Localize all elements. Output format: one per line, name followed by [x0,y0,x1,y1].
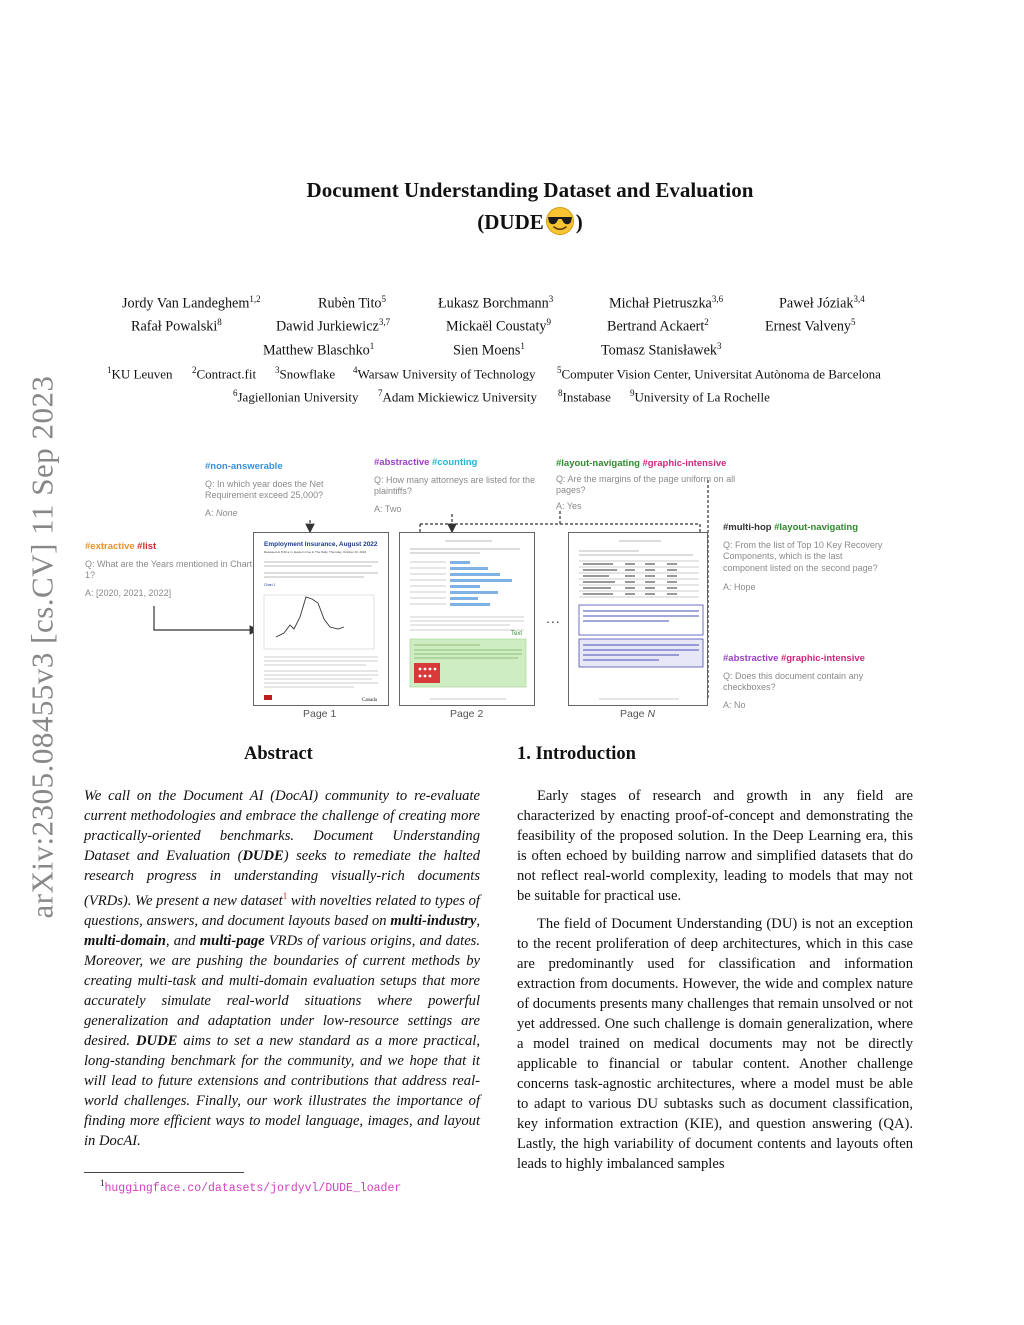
footnote: $^1$huggingface.co/datasets/jordyvl/DUDE_loader [100,1178,402,1195]
annotation-abstractive-counting: #abstractive #counting Q: How many attorneys are listed for the plaintiffs? A: Two [374,457,536,514]
pages-ellipsis: ... [546,610,561,626]
footnote-rule [84,1172,244,1173]
author-11: Matthew Blaschko$^1$ [263,341,375,359]
annotation-multihop: #multi-hop #layout-navigating Q: From the list of Top 10 Key Recovery Components, which is the last component listed on the second page? A: Hope [723,522,883,592]
annotation-abstractive-graphic: #abstractive #graphic-intensive Q: Does this document contain any checkboxes? A: No [723,653,865,710]
affiliation-3: $^3$Snowflake [275,365,336,382]
page2-content-sketch [400,533,535,706]
page1-footer-brand: Canada [362,698,377,703]
page1-subheading: Released at 8:30 a.m. Eastern time in The Daily, Thursday, October 20, 2022 [264,550,367,554]
page-label-1: Page 1 [303,708,337,720]
introduction-paragraph-2: The field of Document Understanding (DU) is not an exception to the recent proliferation of deep architectures, which in this case are predominantly used for classification and information extraction from documents. However, the wide and complex nature of documents presents many challenges that remain unsolved or not yet addressed. One such challenge is domain generalization, where a model trained on medical documents may not be directly applicable to financial or tabular content. Another challenge concerns task-agnostic architectures, where a model must be able to adapt to various DU subtasks such as document classification, key information extraction (KIE), and question answering (QA). Lastly, the high variability of document contents and layouts often leads to highly imbalanced samples [517,916,913,1172]
author-9: Bertrand Ackaert$^2$ [607,317,709,335]
paper-title [180,174,880,238]
document-page-n [568,532,708,706]
affiliation-8: $^8$Instabase [558,388,611,405]
document-page-2 [399,532,535,706]
annotation-extractive: #extractive #list Q: What are the Years mentioned in Chart 1? A: [2020, 2021, 2022] [85,541,253,598]
page-label-2: Page 2 [450,708,484,720]
footnote-link[interactable]: huggingface.co/datasets/jordyvl/DUDE_loader [104,1182,402,1195]
page2-text-box-label: Text [510,631,522,637]
author-2: Rubèn Tito$^5$ [318,294,386,312]
author-12: Sien Moens$^1$ [453,341,525,359]
author-10: Ernest Valveny$^5$ [765,317,856,335]
sunglasses-emoji-icon [544,206,576,236]
page1-chart-title: Chart 1 [264,583,276,587]
author-8: Mickaël Coustaty$^9$ [446,317,551,335]
author-13: Tomasz Stanisławek$^3$ [601,341,722,359]
affiliation-2: $^2$Contract.fit [192,365,257,382]
affiliation-1: $^1$KU Leuven [107,365,173,382]
annotation-non-answerable: #non-answerable Q: In which year does the Net Requirement exceed 25,000? A: None [205,461,324,518]
title-line-1: Document Understanding Dataset and Evaluation [306,178,754,202]
title-line-2: (DUDE ) [180,206,880,238]
arxiv-stamp [26,352,60,942]
affiliation-5: $^5$Computer Vision Center, Universitat Autònoma de Barcelona [557,365,881,382]
annotation-layout-graphic: #layout-navigating #graphic-intensive Q: Are the margins of the page uniform on all pages? A: Yes [556,458,736,511]
affiliation-4: $^4$Warsaw University of Technology [353,365,536,382]
author-6: Rafał Powalski$^8$ [131,317,222,335]
document-page-1 [253,532,389,706]
footnote-marker: 1 [282,891,288,901]
page1-heading: Employment Insurance, August 2022 [264,541,378,548]
author-3: Łukasz Borchmann$^3$ [438,294,554,312]
author-1: Jordy Van Landeghem$^{1,2}$ [122,294,261,312]
abstract-heading: Abstract [244,744,313,764]
introduction-heading: 1. Introduction [517,744,636,764]
arxiv-identifier: arXiv:2305.08455v3 [cs.CV] 11 Sep 2023 [25,375,60,919]
abstract-body: We call on the Document AI (DocAI) community to re-evaluate current methodologies and embrace the challenge of creating more practically-oriented benchmarks. Document Understanding Dataset and Evaluation (DUDE) seeks to remediate the halted research progress in understanding visually-rich documents (VRDs). We present a new dataset$^1$ with novelties related to types of questions, answers, and document layouts based on multi-industry, multi-domain, and multi-page VRDs of various origins, and dates. Moreover, we are pushing the boundaries of current methods by creating multi-task and multi-domain evaluation setups that more accurately simulate real-world situations where powerful generalization and adaptation under low-resource settings are desired. DUDE aims to set a new standard as a more practical, long-standing benchmark for the community, and we hope that it will lead to future extensions and contributions that address real-world challenges. Finally, our work illustrates the importance of finding more efficient ways to model language, images, and layout in DocAI. [84,788,480,1149]
author-7: Dawid Jurkiewicz$^{3,7}$ [276,317,391,335]
page1-content-sketch [254,533,389,706]
affiliation-6: $^6$Jagiellonian University [233,388,359,405]
author-4: Michał Pietruszka$^{3,6}$ [609,294,724,312]
author-5: Paweł Józiak$^{3,4}$ [779,294,865,312]
introduction-paragraph-1: Early stages of research and growth in any field are characterized by enacting proof-of-concept and demonstrating the feasibility of the proposed solution. In the Deep Learning era, this is often echoed by building narrow and simplified datasets that do not reflect real-world complexity, leading to models that may not be suitable for practical use. [517,788,913,904]
affiliation-7: $^7$Adam Mickiewicz University [378,388,538,405]
affiliation-9: $^9$University of La Rochelle [630,388,770,405]
page-label-n: Page N [620,708,656,720]
pagen-content-sketch [569,533,708,706]
